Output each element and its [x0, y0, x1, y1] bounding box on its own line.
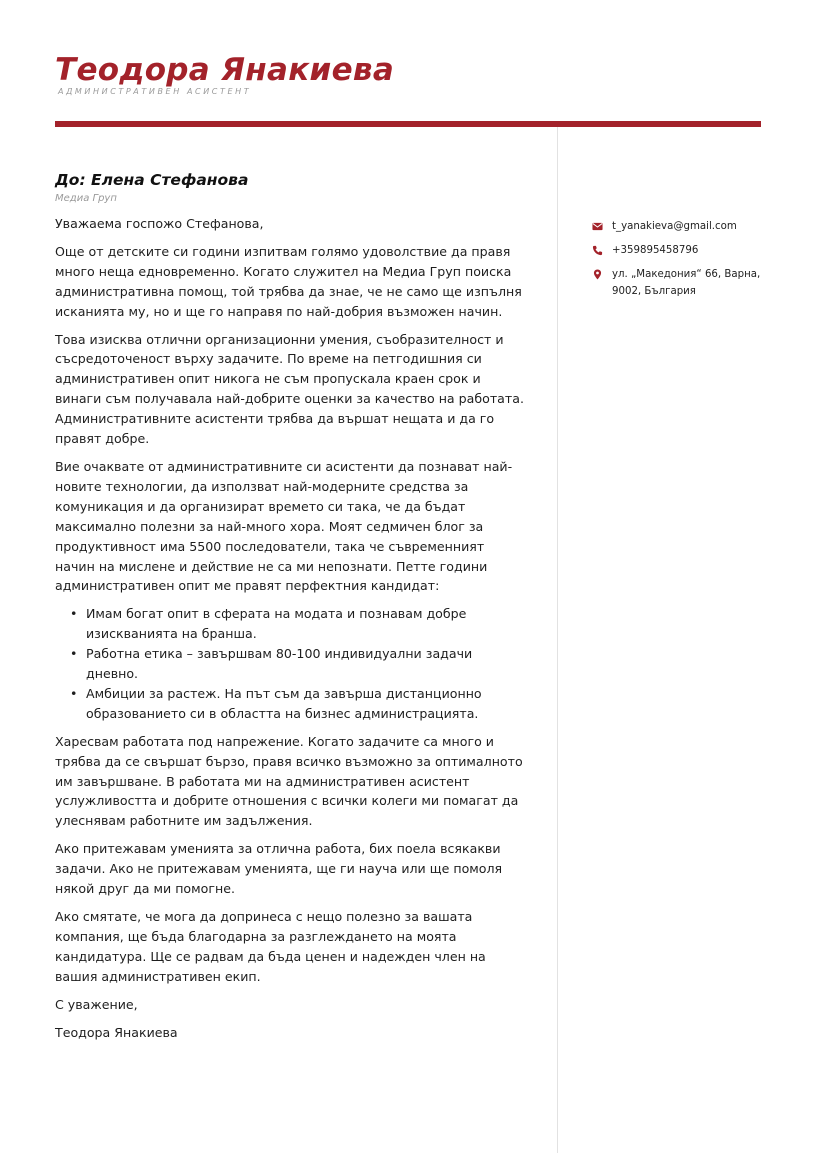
letter-paragraph: Това изисква отлични организационни умения, съобразителност и съсредоточеност върху задачите. По време на петгодишния си административен опит никога не съм пропускала краен срок и винаги съм получавала най-добрите оценки за качество на работата. Административните асистенти трябва да вършат нещата и да го правят добре. — [55, 331, 524, 447]
list-item: • Имам богат опит в сферата на модата и познавам добре изискванията на бранша. — [55, 604, 525, 644]
phone-value: +359895458796 — [612, 245, 699, 256]
contact-email[interactable] — [592, 218, 767, 235]
letter-column — [55, 170, 525, 1050]
letter-paragraph: Ако смятате, че мога да допринеса с нещо полезно за вашата компания, ще бъда благодарна за разглеждането на моята кандидатура. Ще се радвам да бъда ценен и надежден член на вашия административен екип. — [55, 909, 486, 984]
contact-address — [592, 266, 767, 300]
letter-paragraph: Вие очаквате от административните си асистенти да познават най-новите технологии, да използват най-модерните средства за комуникация и да организират времето си така, че да бъдат максимално полезни за най-много хора. Моят седмичен блог за продуктивност има 5500 последователи, така че съвременният начин на мислене и действие не са ми непознати. Петте години административен опит ме правят перфектния кандидат: — [55, 458, 513, 594]
phone-icon — [592, 245, 603, 256]
letter-paragraph: Още от детските си години изпитвам голямо удоволствие да правя много неща едновременно. Когато служител на Медиа Груп поиска административна помощ, той трябва да знае, че не само ще изпълня исканията му, но и ще го направя по най-добрия възможен начин. — [55, 243, 522, 319]
letter-body — [55, 214, 525, 1042]
letter-signoff: С уважение, — [55, 996, 138, 1012]
contact-phone[interactable] — [592, 242, 767, 259]
email-value: t_yanakieva@gmail.com — [612, 221, 737, 232]
letter-signature: Теодора Янакиева — [55, 1024, 178, 1040]
letter-greeting: Уважаема госпожо Стефанова, — [55, 216, 264, 231]
contact-details — [592, 218, 767, 307]
letter-paragraph: Харесвам работата под напрежение. Когато задачите са много и трябва да се свършат бързо, правя всичко възможно за оптималното им завършване. В работата ми на административен асистент услужливостта и добрите отношения с всички колеги ми помагат да улеснявам работните им задължения. — [55, 733, 523, 829]
address-value: ул. „Македония“ 66, Варна, 9002, България — [612, 269, 761, 297]
recipient-name: До: Елена Стефанова — [55, 171, 249, 189]
applicant-name: Теодора Янакиева — [55, 52, 395, 88]
envelope-icon — [592, 221, 603, 232]
header-accent-bar — [55, 121, 761, 127]
recipient-company: Медиа Груп — [55, 193, 117, 204]
applicant-role: АДМИНИСТРАТИВЕН АСИСТЕНТ — [58, 87, 252, 96]
list-item: • Работна етика – завършвам 80-100 индивидуални задачи дневно. — [55, 644, 525, 684]
letter-paragraph: Ако притежавам уменията за отлична работа, бих поела всякакви задачи. Ако не притежавам уменията, ще ги науча или ще помоля някой друг да ми помогне. — [55, 841, 503, 897]
location-pin-icon — [592, 269, 603, 280]
qualifications-list — [55, 604, 525, 723]
list-item: • Амбиции за растеж. На път съм да завърша дистанционно образованието си в областта на бизнес администрацията. — [55, 684, 525, 724]
resume-header — [55, 50, 761, 96]
column-divider — [557, 127, 558, 1153]
